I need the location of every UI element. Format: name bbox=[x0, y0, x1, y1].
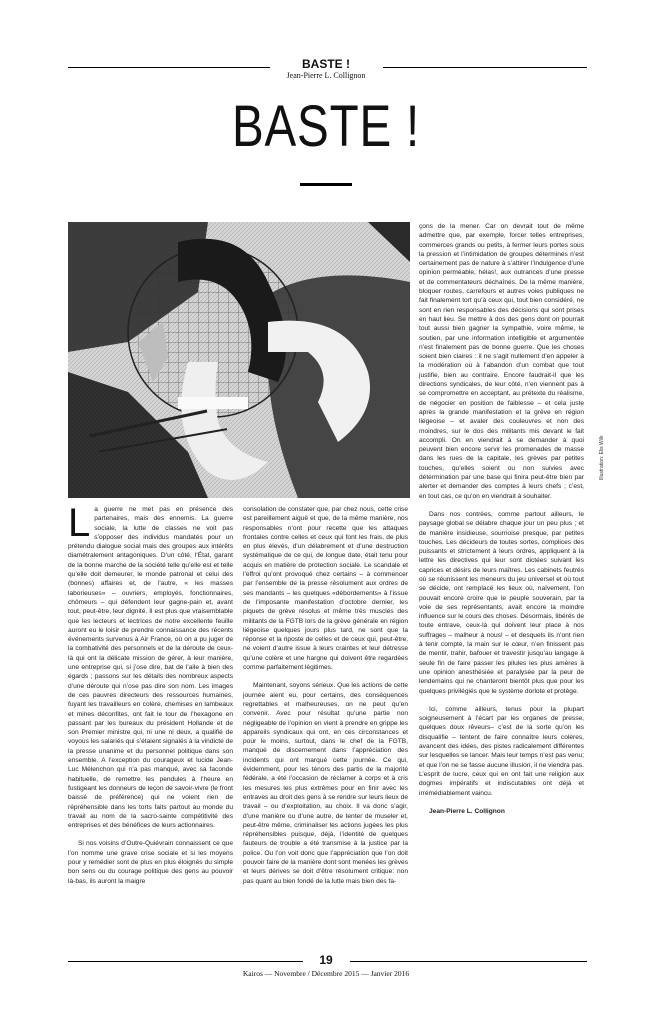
running-header-author: Jean-Pierre L. Collignon bbox=[286, 71, 366, 80]
header-rule bbox=[383, 67, 587, 68]
running-header-title: BASTE ! bbox=[302, 57, 350, 71]
author-signature: Jean-Pierre L. Collignon bbox=[429, 807, 505, 815]
paragraph-text: a guerre ne met pas en présence des partenaires, mais des ennemis. La guerre sociale, la lutte de classes ne voit pas s’opposer des individus mandatés pour un prétendu dialogue social mais des groupes aux intérêts diamétralement antagoniques. D’un côté, l’État, garant de la bonne marche de la société telle qu’elle est et telle qu’elle doit demeurer, le monde patronal et celui des (bonnes) affaires et, de l’autre, « les masses laborieuses» – ouvriers, employés, fonctionnaires, chômeurs – qui défendent leur gagne-pain et, avant tout, peut-être, leur dignité. Il est plus que vraisemblable que les lecteurs et lectrices de notre excellente feuille auront eu le loisir de prendre connaissance des récents événements survenus à Air France, où on a pu juger de la combativité des personnels et de la déroute de ceux-là qui ont la délicate mission de gérer, à leur manière, une entreprise qui, si j’ose dire, bat de l’aile à bien des égards ; passons sur les détails des nombreux aspects d’une déroute qui n’ose pas dire son nom. Les images de ces pauvres directeurs des ressources humaines, fuyant les travailleurs en colère, chemises en lambeaux et mines déconfites, ont fait le tour de l’hexagone en passant par les bureaux du président Hollande et de son Premier ministre qui, ni une ni deux, a qualifié de voyous les salariés qui s’étaient signalés à la vindicte de la presse unanime et du personnel politique dans son ensemble. A l’exception du courageux et lucide Jean-Luc Mélenchon qui n’a pas manqué, avec sa faconde habituelle, de remettre les pendules à l’heure en fustigeant les donneurs de leçon de savoir-vivre (le front baissé de préférence) qui ne voient rien de répréhensible dans les torts faits partout au monde du travail au nom de la sacro-sainte compétitivité des entreprises et des bénéfices de leurs actionnaires. bbox=[68, 506, 233, 830]
article-title: BASTE ! bbox=[231, 94, 421, 159]
drop-cap: L bbox=[68, 505, 91, 545]
title-underline bbox=[300, 183, 352, 186]
paragraph: çons de la mener. Car on devrait tout de même admettre que, par exemple, forcer telles entreprises, commerces grands ou petits, à fermer leurs portes sous la pression et l’intimidation de groupes déterminés n’est certainement pas de nature à s’attirer l’indulgence d’une opinion perméable, hélas!, aux outrances d’une presse et de commentateurs déchaînés. De la même manière, bloquer routes, carrefours et autres voies publiques ne fait finalement tort qu’à ceux qui, tout bien considéré, ne sont en rien responsables des décisions qui sont prises en haut lieu. Se mettre à dos des gens dont on pourrait tout aussi bien gagner la sympathie, voire même, le soutien, par une information intelligible et argumentée n’est finalement pas de bonne guerre. Que les choses soient bien claires : il ne s’agit nullement d’en appeler à la modération ou à l’abandon d’un combat que tout justifie, bien au contraire. Encore faudrait-il que les directions syndicales, de leur côté, n’en viennent pas à se compromettre en acceptant, au prétexte du réalisme, de négocier en position de faiblesse – et cela juste après la grande manifestation et la grève en région liégeoise – et avaler des couleuvres et non des moindres, sur le dos des militants mis devant le fait accompli. On en viendrait à se demander à quoi peuvent bien encore servir les promenades de masse dans les rues de la capitale, les grèves par petites touches, qu’elles soient ou non suivies avec détermination par une base qui finira peut-être bien par alerter et demander des comptes à leurs chefs ; c’est, en tout cas, ce qu’on en viendrait à souhaiter. bbox=[419, 223, 584, 500]
illustration-credit: Illustration: Elis Wilk bbox=[599, 435, 605, 480]
article-column-2 bbox=[243, 505, 408, 945]
paragraph: Si nos voisins d’Outre-Quiévrain connaissent ce que l’on nomme une grave crise sociale et si les moyens pour y remédier sont de plus en plus éloignés du simple bon sens ou du courage politique des gens au pouvoir là-bas, ils auront la maigre bbox=[68, 840, 233, 885]
article-column-3 bbox=[419, 222, 584, 922]
illustration-collage bbox=[68, 222, 410, 498]
footer-rule bbox=[350, 961, 587, 962]
illustration bbox=[68, 222, 410, 498]
page-number: 19 bbox=[319, 953, 333, 967]
footer-rule bbox=[68, 961, 303, 962]
paragraph: Ici, comme ailleurs, tenus pour la plupart soigneusement à l’écart par les organes de presse, quelques doux rêveurs– c’est de la sorte qu’on les disqualifie – tentent de faire connaître leurs colères, avancent des idées, des pistes radicalement différentes sur lesquelles se lancer. Mais leur temps n’est pas venu; et que l’on ne se fasse aucune illusion, il ne viendra pas. L’esprit de lucre, ceux qui en ont fait une religion aux dogmes impératifs et indiscutables ont déjà et irrémédiablement vaincu. bbox=[419, 705, 584, 797]
paragraph bbox=[68, 505, 233, 830]
header-rule bbox=[68, 67, 270, 68]
issue-footer: Kairos — Novembre / Décembre 2015 — Janvier 2016 bbox=[242, 969, 410, 978]
paragraph: Dans nos contrées, comme partout ailleurs, le paysage global se délabre chaque jour un peu plus ; et de manière insidieuse, sournoise presque, par petites touches. Les décideurs de toutes sortes, complices des puissants et strictement à leurs ordres, appliquent à la lettre les directives qui leur sont dictées suivant les caprices et désirs de leurs maîtres. Les cabinets feutrés où se réunissent les meneurs du jeu universel et où tout se décide, ont remplacé les lieux où, naïvement, l’on pouvait encore croire que le peuple souverain, par la voie de ses représentants, avait encore la moindre influence sur le cours des choses. Désormais, libérés de toute entrave, ceux-là qui doivent leur place à nos suffrages – malheur à nous! – et desquels ils n’ont rien à tenir compte, la main sur le cœur, n’en finissent pas de mentir, trahir, bafouer et travestir jusqu’au langage à seule fin de faire passer les pilules les plus amères à une opinion anesthésiée et paralysée par la peur de lendemains qui ne chanteront bientôt plus que pour les quelques privilégiés que le système dorlote et protège. bbox=[419, 510, 584, 695]
paragraph: Maintenant, soyons sérieux. Que les actions de cette journée aient eu, pour certains, des conséquences regrettables et malheureuses, on ne peut qu’en convenir. Avec pour résultat qu’une partie non négligeable de l’opinion en vient à prendre en grippe les appareils syndicaux qui ont, en ces circonstances et pour le moins, surtout, dans le chef de la FGTB, manqué de discernement dans l’appréciation des incidents qui ont marqué cette journée. Ce qui, évidemment, pour les ténors des partis de la majorité fédérale, a été l’occasion de réclamer à corps et à cris les mesures les plus extrêmes pour en finir avec les entraves au droit des gens à se rendre sur leurs lieux de travail – ou d’exploitation, au choix. Il va donc s’agir, d’une manière ou d’une autre, de tenter de museler et, peut-être même, criminaliser les actions jugées les plus répréhensibles puisque, déjà, l’identité de quelques fauteurs de trouble a été transmise à la justice par la police. Ou l’on voit donc que l’appréciation que l’on doit pouvoir faire de la manière dont sont menées les grèves et leurs dérives se doit d’être résolument critique: non pas quant au bien fondé de la lutte mais bien des fa- bbox=[243, 682, 408, 885]
article-column-1 bbox=[68, 505, 233, 945]
paragraph: consolation de constater que, par chez nous, cette crise est pareillement aiguë et que, de la même manière, nos responsables n’ont pour recette que les attaques frontales contre celles et ceux qui font les frais, de plus en plus élevés, d’un délabrement et d’une destruction systématique de ce qui, de longue date, était tenu pour acquis en matière de protection sociale. Le scandale et l’effroi qu’ont provoqué chez certains – à commencer par l’ensemble de la presse résolument aux ordres de ses mandants – les quelques «débordements» à l’issue de l’imposante manifestation d’octobre dernier, les piquets de grève résolus et même très musclés des militants de la FGTB lors de la grève générale en région liégeoise quelques jours plus tard, ne sont que la réponse et la riposte de celles et de ceux qui, peut-être, ne voient d’autre issue à leurs craintes et leur détresse qu’une colère et une hargne qui doivent être regardées comme parfaitement légitimes. bbox=[243, 506, 408, 672]
